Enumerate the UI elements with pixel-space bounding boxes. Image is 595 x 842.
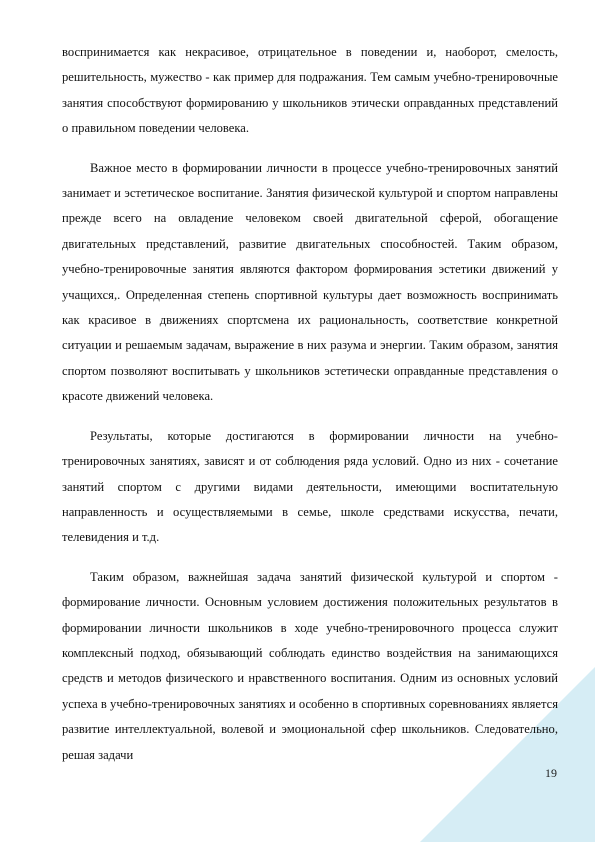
- paragraph-2: Важное место в формировании личности в процессе учебно-тренировочных занятий занимает и эстетическое воспитание. Занятия физической культурой и спортом направлены прежде всего на овладение человеком своей двигательной сферой, обогащение двигательных представлений, развитие двигательных способностей. Таким образом, учебно-тренировочные занятия являются фактором формирования эстетики движений у учащихся,. Определенная степень спортивной культуры дает возможность воспринимать как красивое в движениях спортсмена их рациональность, соответствие конкретной ситуации и решаемым задачам, выражение в них разума и энергии. Таким образом, занятия спортом позволяют воспитывать у школьников эстетически оправданные представления о красоте движений человека.: [62, 160, 558, 404]
- paragraph-1: воспринимается как некрасивое, отрицательное в поведении и, наоборот, смелость, решительность, мужество - как пример для подражания. Тем самым учебно-тренировочные занятия способствуют формированию у школьников этически оправданных представлений о правильном поведении человека.: [62, 45, 558, 136]
- page-number: 19: [545, 766, 557, 780]
- paragraph-4: Таким образом, важнейшая задача занятий физической культурой и спортом - формирование личности. Основным условием достижения положительных результатов в формировании личности школьников в ходе учебно-тренировочного процесса служит комплексный подход, обязывающий соблюдать единство воздействия на занимающихся средств и методов физического и нравственного воспитания. Одним из основных условий успеха в учебно-тренировочных занятиях и особенно в спортивных соревнованиях является развитие интеллектуальной, волевой и эмоциональной сфер школьников. Следовательно, решая задачи: [62, 569, 558, 762]
- document-body: [62, 40, 558, 782]
- paragraph-3: Результаты, которые достигаются в формировании личности на учебно-тренировочных занятиях, зависят и от соблюдения ряда условий. Одно из них - сочетание занятий спортом с другими видами деятельности, имеющими воспитательную направленность и осуществляемыми в семье, школе средствами искусства, печати, телевидения и т.д.: [62, 428, 558, 545]
